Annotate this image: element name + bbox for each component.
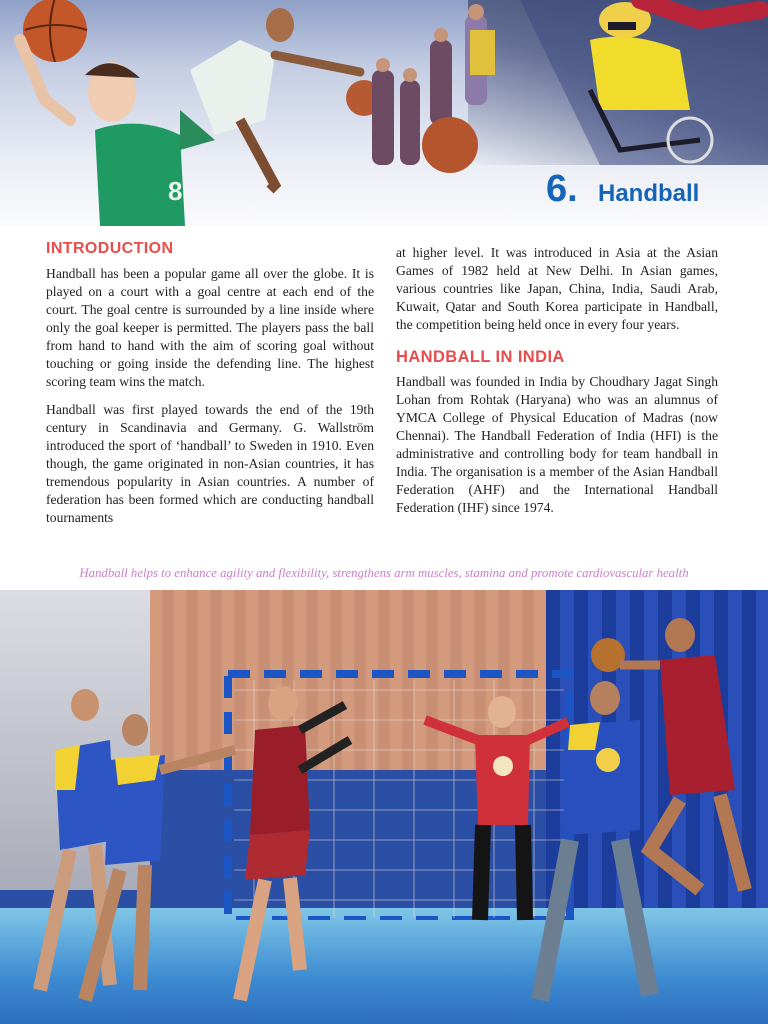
intro-paragraph-2: Handball was first played towards the end of the 19th century in Scandinavia and Germany. G. Wallström introduced the sport of ‘handball’ to Sweden in 1910. Even though, the game originated in non-Asian countries, it has tremendous popularity in Asian countries. A number of federation has been formed which are conducting handball tournaments	[46, 402, 374, 525]
intro-paragraph-3: at higher level. It was introduced in Asia at the Asian Games of 1982 held at New Delhi. In Asian games, various countries like Japan, China, India, Saudi Arab, Kuwait, Qatar and South Korea participate in Handball, the competition being held once in every four years.	[396, 245, 718, 332]
handball-in-india-heading: HANDBALL IN INDIA	[396, 348, 565, 366]
chapter-number: 6.	[546, 168, 578, 210]
sports-collage-banner	[0, 0, 768, 226]
right-column	[396, 244, 718, 527]
intro-paragraph-1: Handball has been a popular game all over the globe. It is played on a court with a goal centre at each end of the court. The goal centre is surrounded by a line inside where only the goal keeper is permitted. The players pass the ball from hand to hand with the aim of scoring goal without touching or going inside the defending line. The highest scoring team wins the match.	[46, 266, 374, 389]
players-illustration	[0, 590, 768, 1024]
handball-match-photo	[0, 590, 768, 1024]
left-column	[46, 240, 374, 537]
chapter-title-text: Handball	[598, 180, 700, 207]
introduction-heading: INTRODUCTION	[46, 240, 174, 257]
chapter-title	[546, 168, 768, 218]
photo-caption: Handball helps to enhance agility and flexibility, strengthens arm muscles, stamina and promote cardiovascular health	[79, 566, 689, 580]
svg-text:8: 8	[168, 176, 183, 206]
india-paragraph: Handball was founded in India by Choudhary Jagat Singh Lohan from Rohtak (Haryana) who was an alumnus of YMCA College of Physical Education of Madras (now Chennai). The Handball Federation of India (HFI) is the administrative and controlling body for team handball in India. The organisation is a member of the Asian Handball Federation (AHF) and the International Handball Federation (IHF) since 1974.	[396, 374, 718, 515]
